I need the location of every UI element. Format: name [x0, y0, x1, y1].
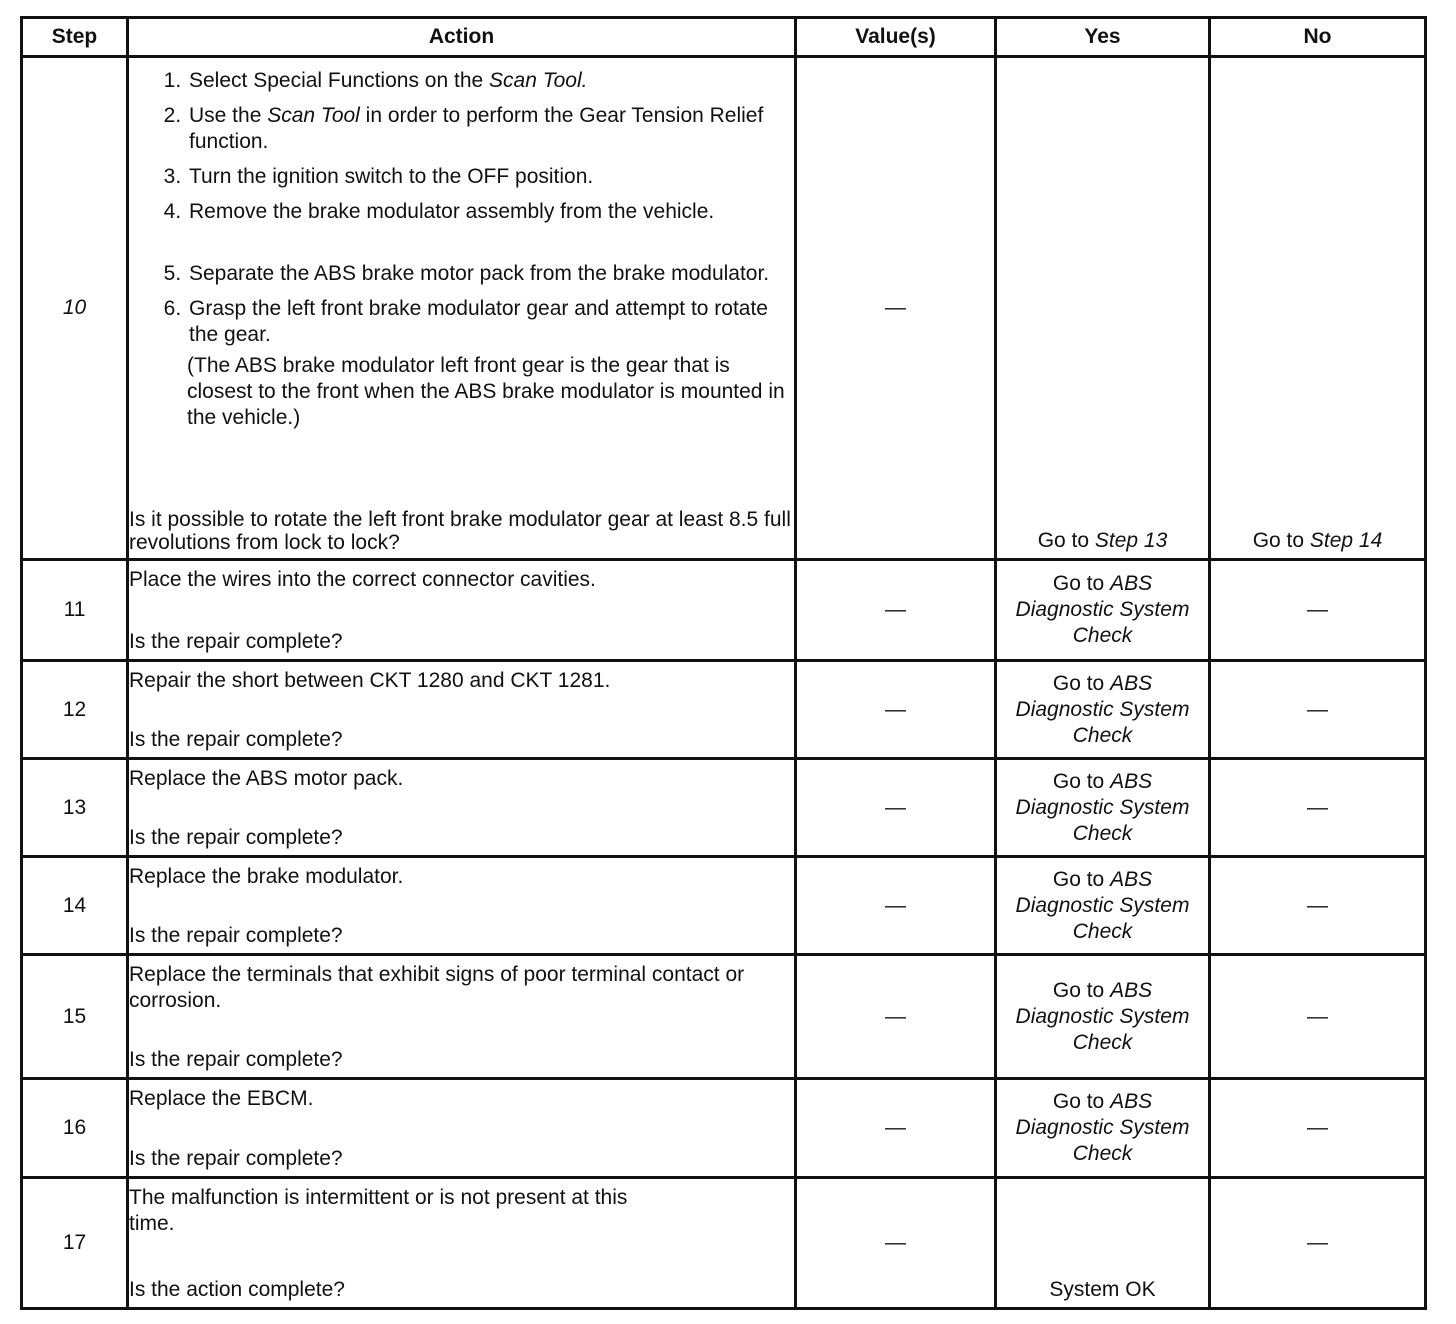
yes-text: Go to [1052, 572, 1111, 595]
action-procedure [129, 58, 794, 431]
header-no: No [1210, 18, 1426, 57]
header-values: Value(s) [796, 18, 996, 57]
action-question: Is the repair complete? [129, 630, 343, 653]
no-cell: — [1210, 661, 1426, 759]
value-cell: — [796, 560, 996, 661]
action-text: Place the wires into the correct connector cavities. [129, 568, 596, 591]
yes-ref-abs: ABS [1110, 572, 1153, 595]
no-cell [1210, 57, 1426, 560]
procedure-list [129, 68, 794, 348]
table-row-step-10 [22, 57, 1426, 560]
step-number: 13 [22, 759, 128, 857]
action-cell [128, 1178, 796, 1309]
no-cell: — [1210, 1178, 1426, 1309]
yes-ref-check: Diagnostic System Check [1015, 1116, 1190, 1165]
action-question: Is the repair complete? [129, 728, 343, 751]
step-number: 16 [22, 1079, 128, 1178]
procedure-emphasis: Scan Tool. [489, 69, 588, 92]
procedure-item [187, 296, 794, 348]
step-number: 12 [22, 661, 128, 759]
no-cell: — [1210, 759, 1426, 857]
action-text: Replace the EBCM. [129, 1087, 314, 1110]
procedure-item [187, 68, 794, 94]
action-cell [128, 857, 796, 955]
procedure-emphasis: Scan Tool [267, 104, 360, 127]
value-cell: — [796, 1079, 996, 1178]
yes-ref-abs: ABS [1110, 671, 1153, 695]
procedure-item [187, 103, 794, 155]
table-row-step-14 [22, 857, 1426, 955]
yes-ref-check: Diagnostic System Check [1015, 1004, 1190, 1054]
action-text: The malfunction is intermittent or is not present at this time. [129, 1186, 628, 1235]
step-number: 10 [22, 57, 128, 560]
no-step-ref: Step 14 [1309, 529, 1383, 552]
action-question: Is the repair complete? [129, 826, 343, 849]
action-question: Is it possible to rotate the left front brake modulator gear at least 8.5 full revolutions from lock to lock? [129, 508, 791, 554]
action-cell [128, 560, 796, 661]
action-content [129, 58, 794, 558]
procedure-text: Remove the brake modulator assembly from the vehicle. [189, 200, 715, 223]
table-row-step-17 [22, 1178, 1426, 1309]
procedure-item [187, 164, 794, 190]
header-row [22, 18, 1426, 57]
yes-text: Go to [1052, 1090, 1111, 1113]
yes-cell [996, 1079, 1210, 1178]
value-cell: — [796, 857, 996, 955]
yes-ref-abs: ABS [1110, 867, 1153, 891]
procedure-text: Use the [189, 104, 268, 127]
action-question: Is the repair complete? [129, 924, 343, 947]
yes-step-ref: Step 13 [1094, 529, 1168, 552]
table-row-step-12 [22, 661, 1426, 759]
yes-ref-abs: ABS [1110, 1090, 1153, 1113]
yes-text: Go to [1037, 529, 1095, 552]
step-number: 11 [22, 560, 128, 661]
no-cell: — [1210, 955, 1426, 1079]
action-cell [128, 57, 796, 560]
procedure-text: Select Special Functions on the [189, 69, 490, 92]
action-text: Repair the short between CKT 1280 and CKT 1281. [129, 669, 611, 692]
no-cell: — [1210, 1079, 1426, 1178]
table-row-step-11 [22, 560, 1426, 661]
diagnostic-table [20, 16, 1427, 1310]
action-cell [128, 759, 796, 857]
action-cell [128, 955, 796, 1079]
value-cell: — [796, 955, 996, 1079]
action-text: Replace the brake modulator. [129, 865, 404, 888]
procedure-text: Grasp the left front brake modulator gear and attempt to rotate the gear. [189, 297, 768, 346]
step-number: 14 [22, 857, 128, 955]
yes-ref-abs: ABS [1110, 769, 1153, 793]
action-cell [128, 1079, 796, 1178]
action-text: Replace the ABS motor pack. [129, 767, 404, 790]
action-question: Is the action complete? [129, 1278, 345, 1301]
table-row-step-16 [22, 1079, 1426, 1178]
table-row-step-13 [22, 759, 1426, 857]
yes-cell [996, 955, 1210, 1079]
yes-text: Go to [1052, 769, 1111, 793]
procedure-note: (The ABS brake modulator left front gear is the gear that is closest to the front when the ABS brake modulator is mounted in the vehicle.) [187, 354, 785, 429]
value-cell: — [796, 759, 996, 857]
header-step: Step [22, 18, 128, 57]
yes-ref-check: Diagnostic System Check [1015, 697, 1190, 747]
no-cell: — [1210, 560, 1426, 661]
yes-cell [996, 560, 1210, 661]
yes-ref-check: Diagnostic System Check [1015, 795, 1190, 845]
procedure-text: Separate the ABS brake motor pack from the brake modulator. [189, 262, 770, 285]
procedure-text: Turn the ignition switch to the OFF position. [189, 165, 594, 188]
procedure-item [187, 261, 794, 287]
step-number: 17 [22, 1178, 128, 1309]
procedure-text: in order to perform the Gear Tension Relief function. [189, 104, 764, 153]
header-yes: Yes [996, 18, 1210, 57]
yes-cell [996, 759, 1210, 857]
yes-text: Go to [1052, 867, 1111, 891]
yes-text: Go to [1052, 671, 1111, 695]
yes-cell [996, 857, 1210, 955]
yes-text: Go to [1052, 978, 1111, 1002]
value-cell: — [796, 661, 996, 759]
no-cell: — [1210, 857, 1426, 955]
action-question: Is the repair complete? [129, 1147, 343, 1170]
yes-cell [996, 661, 1210, 759]
yes-ref-check: Diagnostic System Check [1015, 598, 1190, 647]
action-question: Is the repair complete? [129, 1048, 343, 1071]
step-number: 15 [22, 955, 128, 1079]
yes-ref-check: Diagnostic System Check [1015, 893, 1190, 943]
table-row-step-15 [22, 955, 1426, 1079]
no-text: Go to [1252, 529, 1310, 552]
procedure-item [187, 199, 794, 225]
value-cell: — [796, 57, 996, 560]
action-cell [128, 661, 796, 759]
value-cell: — [796, 1178, 996, 1309]
action-text: Replace the terminals that exhibit signs of poor terminal contact or corrosion. [129, 963, 745, 1012]
yes-cell [996, 57, 1210, 560]
yes-ref-abs: ABS [1110, 978, 1153, 1002]
yes-cell: System OK [996, 1178, 1210, 1309]
header-action: Action [128, 18, 796, 57]
